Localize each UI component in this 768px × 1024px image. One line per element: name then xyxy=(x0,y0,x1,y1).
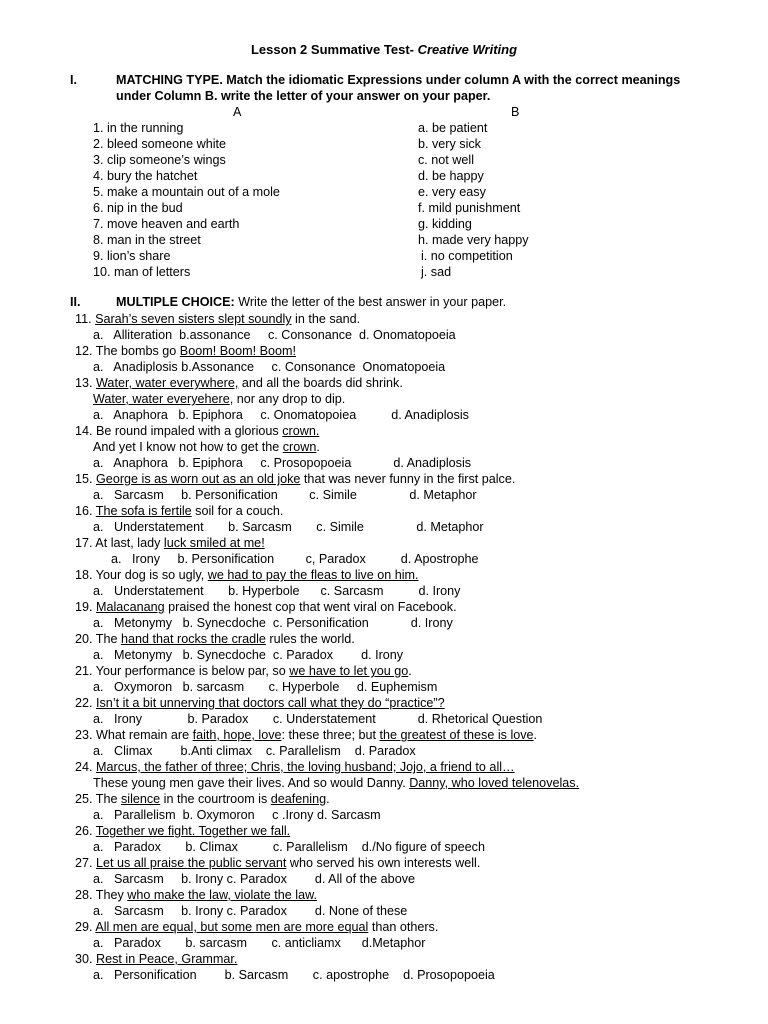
underlined-text: Danny, who loved telenovelas. xyxy=(409,776,580,790)
question-text: 30. xyxy=(75,952,97,966)
question-text: 27. xyxy=(75,856,97,870)
question-text: in the courtroom is xyxy=(160,792,271,806)
question-text: 17. At last, lady xyxy=(75,536,164,550)
column-b-item: c. not well xyxy=(418,153,474,167)
question-line xyxy=(75,472,515,487)
underlined-text: deafening xyxy=(270,792,327,806)
underlined-text: hand that rocks the cradle xyxy=(120,632,266,646)
column-a-item: 2. bleed someone white xyxy=(93,137,227,151)
question-text: a. Oxymoron b. sarcasm c. Hyperbole d. Euphemism xyxy=(93,680,438,694)
question-line xyxy=(93,488,477,503)
question-text: who served his own interests well. xyxy=(286,856,481,870)
question-line xyxy=(93,744,416,759)
underlined-text: silence xyxy=(120,792,161,806)
question-line xyxy=(75,920,438,935)
question-line xyxy=(75,952,237,967)
question-text: a. Anaphora b. Epiphora c. Onomatopoiea d. Anadiplosis xyxy=(93,408,469,422)
section-2-instructions xyxy=(116,295,506,310)
underlined-text: luck smiled at me! xyxy=(163,536,265,550)
column-b-item: a. be patient xyxy=(418,121,488,135)
question-text: . xyxy=(326,792,330,806)
underlined-text: crown. xyxy=(282,424,320,438)
underlined-text: Let us all praise the public servant xyxy=(96,856,287,870)
question-text: 18. Your dog is so ugly, xyxy=(75,568,208,582)
question-line xyxy=(93,328,456,343)
question-line xyxy=(75,504,283,519)
underlined-text: we have to let you go xyxy=(289,664,409,678)
question-text: a. Sarcasm b. Irony c. Paradox d. All of the above xyxy=(93,872,415,886)
underlined-text: crown xyxy=(282,440,317,454)
question-text: a. Sarcasm b. Personification c. Simile d. Metaphor xyxy=(93,488,477,502)
column-b-item: i. no competition xyxy=(421,249,513,263)
question-text: . xyxy=(533,728,538,742)
question-line xyxy=(93,440,320,455)
question-text: . xyxy=(316,440,320,454)
underlined-text: Isn’t it a bit unnerving that doctors call what they do “practice”? xyxy=(96,696,445,710)
question-text: 16. xyxy=(75,504,96,518)
question-line xyxy=(75,376,403,391)
question-line xyxy=(75,888,317,903)
question-text: , nor any drop to dip. xyxy=(229,392,346,406)
question-line xyxy=(75,424,319,439)
question-line xyxy=(93,840,485,855)
question-text: 24. xyxy=(75,760,97,774)
underlined-text: Malacanang xyxy=(96,600,165,614)
section-1-instructions-line2: under Column B. write the letter of your answer on your paper. xyxy=(116,89,491,103)
underlined-text: Water, water everyehere xyxy=(93,392,230,406)
question-text: rules the world. xyxy=(265,632,355,646)
underlined-text: Boom! Boom! Boom! xyxy=(179,344,296,358)
question-line xyxy=(93,680,437,695)
underlined-text: the greatest of these is love xyxy=(379,728,534,742)
column-b-item: b. very sick xyxy=(418,137,481,151)
question-line xyxy=(75,312,360,327)
question-text: And yet I know not how to get the xyxy=(93,440,283,454)
question-line xyxy=(93,360,445,375)
question-line xyxy=(93,904,407,919)
question-line xyxy=(93,520,484,535)
question-text: 12. The bombs go xyxy=(75,344,180,358)
underlined-text: Marcus, the father of three; Chris, the loving husband; Jojo, a friend to all… xyxy=(96,760,515,774)
title-subject: Creative Writing xyxy=(413,42,518,57)
question-text: than others. xyxy=(368,920,439,934)
underlined-text: we had to pay the fleas to live on him. xyxy=(207,568,419,582)
underlined-text: faith, hope, love xyxy=(192,728,282,742)
question-line xyxy=(75,600,457,615)
question-line xyxy=(75,856,480,871)
question-line xyxy=(93,936,425,951)
question-text: a. Alliteration b.assonance c. Consonance d. Onomatopoeia xyxy=(93,328,456,342)
question-text: 26. xyxy=(75,824,96,838)
question-text: a. Understatement b. Hyperbole c. Sarcasm d. Irony xyxy=(93,584,461,598)
question-line xyxy=(93,616,453,631)
question-text: that was never funny in the first palce. xyxy=(300,472,516,486)
column-a-item: 1. in the running xyxy=(93,121,184,135)
question-line xyxy=(93,648,403,663)
question-text: a. Irony b. Personification c, Paradox d. Apostrophe xyxy=(111,552,479,566)
section-2-heading: MULTIPLE CHOICE: xyxy=(116,295,235,309)
column-a-header: A xyxy=(233,105,242,119)
question-text: 22. xyxy=(75,696,97,710)
underlined-text: The sofa is fertile xyxy=(95,504,192,518)
column-b-item: g. kidding xyxy=(418,217,472,231)
question-text: 11. xyxy=(75,312,96,326)
question-text: a. Metonymy b. Synecdoche c. Personification d. Irony xyxy=(93,616,453,630)
question-text: . xyxy=(408,664,412,678)
underlined-text: Together we fight. Together we fall. xyxy=(95,824,291,838)
question-text: These young men gave their lives. And so would Danny. xyxy=(93,776,410,790)
question-text: a. Paradox b. Climax c. Parallelism d./No figure of speech xyxy=(93,840,485,854)
column-a-item: 10. man of letters xyxy=(93,265,191,279)
question-text: 15. xyxy=(75,472,97,486)
question-line xyxy=(93,408,469,423)
question-line xyxy=(75,728,537,743)
underlined-text: Water, water everywhere, xyxy=(96,376,239,390)
question-text: a. Parallelism b. Oxymoron c .Irony d. Sarcasm xyxy=(93,808,381,822)
question-line xyxy=(93,808,381,823)
question-text: 29. xyxy=(75,920,96,934)
question-line xyxy=(75,632,355,647)
section-1-instructions-line1: MATCHING TYPE. Match the idiomatic Expressions under column A with the correct meanings xyxy=(116,73,681,87)
question-text: in the sand. xyxy=(291,312,361,326)
question-text: a. Irony b. Paradox c. Understatement d. Rhetorical Question xyxy=(93,712,543,726)
question-text: a. Anaphora b. Epiphora c. Prosopopoeia d. Anadiplosis xyxy=(93,456,472,470)
question-line xyxy=(75,344,296,359)
underlined-text: All men are equal, but some men are more equal xyxy=(95,920,369,934)
question-text: 14. Be round impaled with a glorious xyxy=(75,424,283,438)
question-text: a. Understatement b. Sarcasm c. Simile d. Metaphor xyxy=(93,520,484,534)
question-text: 13. xyxy=(75,376,97,390)
question-line xyxy=(75,696,445,711)
question-text: 23. What remain are xyxy=(75,728,193,742)
underlined-text: who make the law, violate the law. xyxy=(127,888,317,902)
question-line xyxy=(75,824,290,839)
question-text: a. Sarcasm b. Irony c. Paradox d. None of these xyxy=(93,904,408,918)
underlined-text: George is as worn out as an old joke xyxy=(96,472,301,486)
question-text: 25. The xyxy=(75,792,121,806)
question-text: a. Climax b.Anti climax c. Parallelism d. Paradox xyxy=(93,744,416,758)
page-title xyxy=(0,42,768,57)
question-text: 21. Your performance is below par, so xyxy=(75,664,290,678)
question-line xyxy=(93,776,579,791)
column-b-item: d. be happy xyxy=(418,169,484,183)
question-text: and all the boards did shrink. xyxy=(238,376,403,390)
section-2-numeral: II. xyxy=(70,295,81,309)
question-text: 20. The xyxy=(75,632,121,646)
question-text: soil for a couch. xyxy=(191,504,284,518)
question-line xyxy=(93,712,542,727)
section-2-heading-rest: Write the letter of the best answer in your paper. xyxy=(234,295,507,309)
question-text: 19. xyxy=(75,600,97,614)
column-a-item: 3. clip someone’s wings xyxy=(93,153,226,167)
column-a-item: 4. bury the hatchet xyxy=(93,169,198,183)
question-text: a. Anadiplosis b.Assonance c. Consonance Onomatopoeia xyxy=(93,360,446,374)
question-text: a. Personification b. Sarcasm c. apostrophe d. Prosopopoeia xyxy=(93,968,495,982)
question-line xyxy=(75,536,265,551)
question-line xyxy=(93,456,471,471)
question-text: a. Metonymy b. Synecdoche c. Paradox d. Irony xyxy=(93,648,404,662)
question-line xyxy=(75,760,515,775)
question-line xyxy=(75,568,419,583)
title-text: Lesson 2 Summative Test- xyxy=(250,42,414,57)
question-text: praised the honest cop that went viral on Facebook. xyxy=(164,600,457,614)
question-line xyxy=(93,392,345,407)
underlined-text: Sarah’s seven sisters slept soundly xyxy=(95,312,292,326)
section-1-numeral: I. xyxy=(70,73,77,87)
question-line xyxy=(75,792,330,807)
column-a-item: 5. make a mountain out of a mole xyxy=(93,185,280,199)
column-a-item: 7. move heaven and earth xyxy=(93,217,240,231)
column-b-item: j. sad xyxy=(421,265,452,279)
question-line xyxy=(93,584,460,599)
question-line xyxy=(93,968,495,983)
question-line xyxy=(75,664,412,679)
underlined-text: Rest in Peace, Grammar. xyxy=(96,952,238,966)
question-line xyxy=(93,872,415,887)
column-b-item: e. very easy xyxy=(418,185,486,199)
column-a-item: 8. man in the street xyxy=(93,233,201,247)
column-b-header: B xyxy=(511,105,520,119)
question-text: 28. They xyxy=(75,888,128,902)
question-line xyxy=(111,552,479,567)
question-text: : these three; but xyxy=(281,728,380,742)
column-b-item: h. made very happy xyxy=(418,233,529,247)
column-a-item: 9. lion’s share xyxy=(93,249,171,263)
question-text: a. Paradox b. sarcasm c. anticliamx d.Metaphor xyxy=(93,936,426,950)
column-b-item: f. mild punishment xyxy=(418,201,521,215)
column-a-item: 6. nip in the bud xyxy=(93,201,183,215)
